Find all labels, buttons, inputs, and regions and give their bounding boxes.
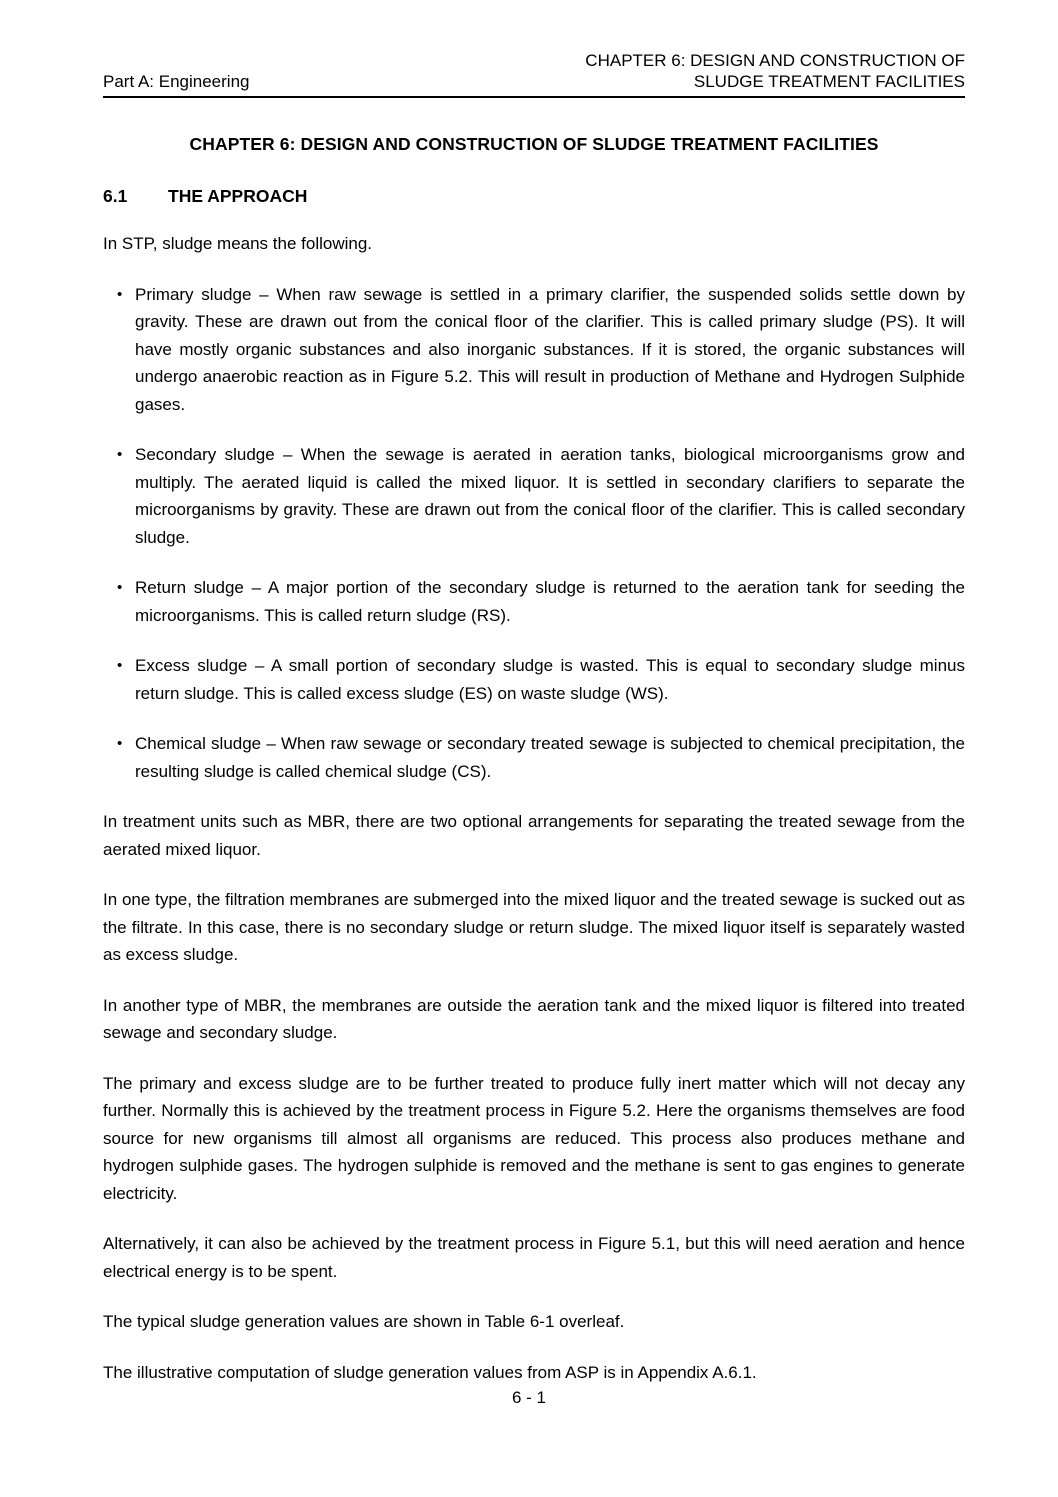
bullet-icon: • — [117, 285, 123, 303]
section-number: 6.1 — [103, 186, 128, 206]
running-header-right-line1: CHAPTER 6: DESIGN AND CONSTRUCTION OF — [585, 51, 965, 70]
list-item-primary-sludge — [103, 281, 965, 419]
bullet-icon: • — [117, 579, 123, 596]
paragraph-further-treatment: The primary and excess sludge are to be further treated to produce fully inert matter which will not decay any further. Normally this is achieved by the treatment process in Figure 5.2. Here the organisms themselves are food source for new organisms till almost all organisms are reduced. This process also produces methane and hydrogen sulphide gases. The hydrogen sulphide is removed and the methane is sent to gas engines to generate electricity. — [103, 1073, 965, 1203]
list-item-return-sludge — [103, 574, 965, 629]
sludge-definitions-list — [103, 281, 965, 786]
bullet-icon: • — [117, 735, 123, 752]
paragraph-table-reference: The typical sludge generation values are shown in Table 6-1 overleaf. — [103, 1312, 625, 1331]
header-rule — [103, 96, 965, 98]
bullet-icon: • — [117, 657, 123, 674]
list-item-text: Primary sludge – When raw sewage is settled in a primary clarifier, the suspended solids settle down by gravity. These are drawn out from the conical floor of the clarifier. This is called primary sludge (PS). It will have mostly organic substances and also inorganic substances. If it is stored, the organic substances will undergo anaerobic reaction as in Figure 5.2. This will result in production of Methane and Hydrogen Sulphide gases. — [135, 284, 965, 414]
paragraph-appendix-reference: The illustrative computation of sludge generation values from ASP is in Appendix A.6.1. — [103, 1362, 757, 1382]
running-header-right-line2: SLUDGE TREATMENT FACILITIES — [693, 72, 965, 91]
list-item-text: Excess sludge – A small portion of secondary sludge is wasted. This is equal to secondary sludge minus return sludge. This is called excess sludge (ES) on waste sludge (WS). — [135, 656, 965, 703]
running-header-right — [585, 50, 965, 92]
list-item-secondary-sludge — [103, 441, 965, 551]
paragraph-mbr-external: In another type of MBR, the membranes are outside the aeration tank and the mixed liquor is filtered into treated sewage and secondary sludge. — [103, 995, 965, 1042]
paragraph-mbr-submerged: In one type, the filtration membranes are submerged into the mixed liquor and the treated sewage is sucked out as the filtrate. In this case, there is no secondary sludge or return sludge. The mixed liquor itself is separately wasted as excess sludge. — [103, 890, 965, 964]
section-heading — [103, 186, 965, 207]
page-number: 6 - 1 — [511, 1388, 547, 1407]
running-header — [103, 50, 965, 98]
paragraph-mbr-arrangements: In treatment units such as MBR, there are two optional arrangements for separating the treated sewage from the aerated mixed liquor. — [103, 812, 965, 859]
paragraph-alternative-process: Alternatively, it can also be achieved by the treatment process in Figure 5.1, but this will need aeration and hence electrical energy is to be spent. — [103, 1234, 965, 1281]
section-title: THE APPROACH — [168, 186, 308, 206]
body-copy — [103, 230, 965, 1386]
bullet-icon: • — [117, 446, 123, 463]
list-item-excess-sludge — [103, 652, 965, 707]
list-item-chemical-sludge — [103, 730, 965, 785]
list-item-text: Secondary sludge – When the sewage is aerated in aeration tanks, biological microorganisms grow and multiply. The aerated liquid is called the mixed liquor. It is settled in secondary clarifiers to separate the microorganisms by gravity. These are drawn out from the conical floor of the clarifier. This is called secondary sludge. — [135, 445, 965, 547]
intro-paragraph: In STP, sludge means the following. — [103, 234, 373, 253]
running-header-left: Part A: Engineering — [103, 72, 250, 91]
list-item-text: Chemical sludge – When raw sewage or secondary treated sewage is subjected to chemical precipitation, the resulting sludge is called chemical sludge (CS). — [135, 734, 965, 781]
list-item-text: Return sludge – A major portion of the secondary sludge is returned to the aeration tank for seeding the microorganisms. This is called return sludge (RS). — [135, 578, 965, 625]
chapter-title: CHAPTER 6: DESIGN AND CONSTRUCTION OF SLUDGE TREATMENT FACILITIES — [189, 134, 879, 154]
